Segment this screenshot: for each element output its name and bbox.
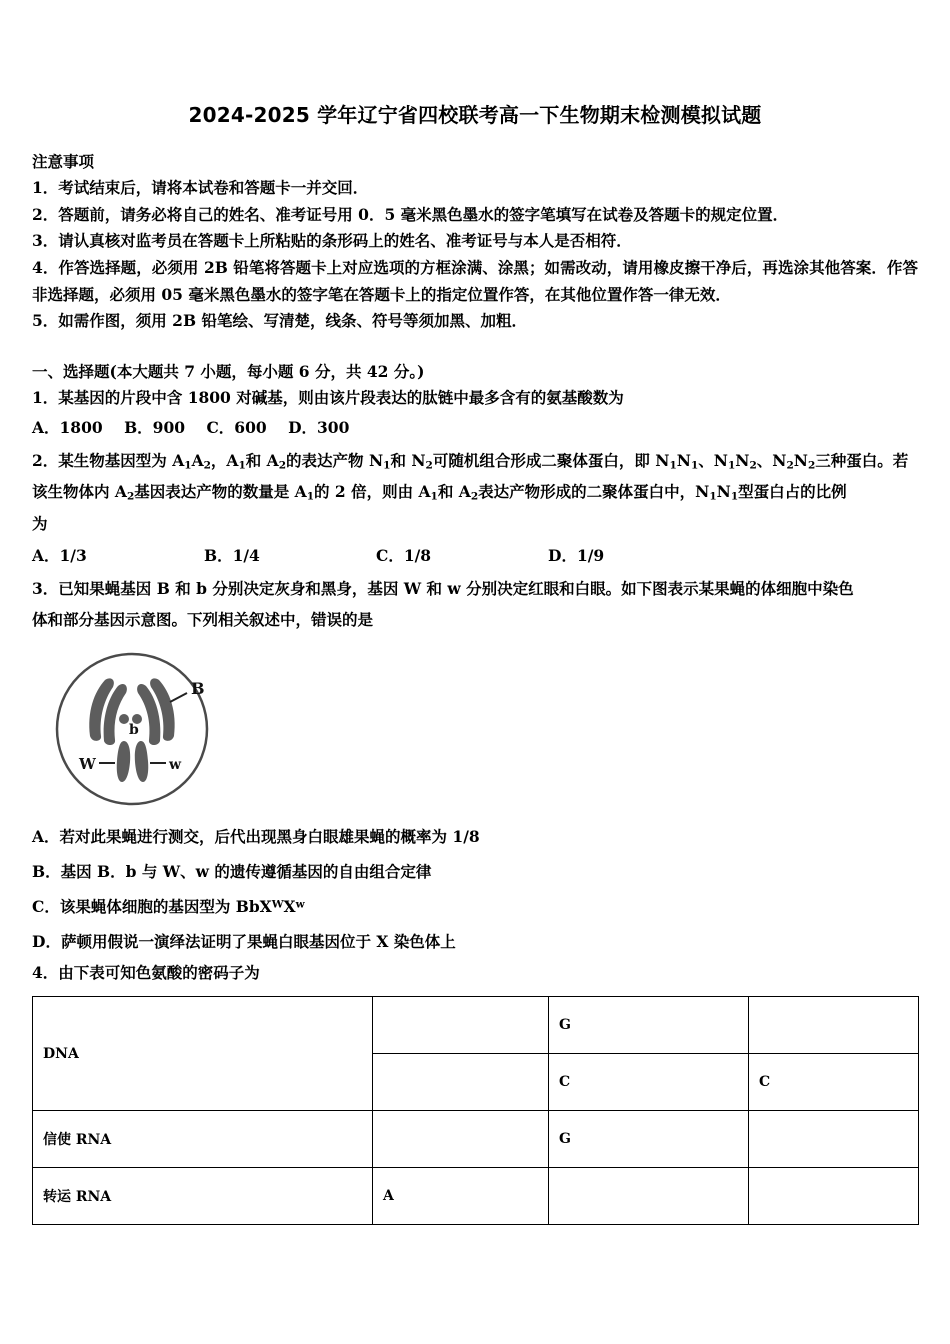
question-1-option-a[interactable]: A．1800 xyxy=(32,417,103,437)
question-4-stem-line xyxy=(32,960,918,987)
question-2-options xyxy=(32,540,918,573)
page-title: 2024-2025 学年辽宁省四校联考高一下生物期末检测模拟试题 xyxy=(188,103,762,127)
table-cell-dna-top-1 xyxy=(373,997,549,1054)
notice-item-5: 5．如需作图，须用 2B 铅笔绘、写清楚，线条、符号等须加黑、加粗． xyxy=(32,311,527,331)
chromosome-label-w-lower: w xyxy=(169,757,182,774)
chromosome-label-B: B xyxy=(191,679,205,699)
question-2-stem-line-3: 为 xyxy=(32,514,48,534)
notice-block xyxy=(32,150,918,335)
table-cell-trna-1: A xyxy=(373,1168,549,1225)
codon-table xyxy=(32,996,919,1225)
table-row-transfer-rna xyxy=(33,1168,919,1225)
fruit-fly-chromosome-figure xyxy=(32,644,918,814)
question-3-option-a[interactable]: A．若对此果蝇进行测交，后代出现黑身白眼雄果蝇的概率为 1/8 xyxy=(32,827,480,847)
table-cell-dna-top-2: G xyxy=(549,997,749,1054)
section-heading-multiple-choice: 一、选择题(本大题共 7 小题，每小题 6 分，共 42 分。) xyxy=(32,361,425,381)
notice-item-4: 4．作答选择题，必须用 2B 铅笔将答题卡上对应选项的方框涂满、涂黑；如需改动，请用橡皮擦干净后，再选涂其他答案．作答非选择题，必须用 05 毫米黑色墨水的签字笔在答题卡上的指定位置作答，在其他位置作答一律无效． xyxy=(32,257,918,304)
question-1-option-c[interactable]: C．600 xyxy=(206,417,267,437)
table-cell-trna-3 xyxy=(749,1168,919,1225)
table-cell-mrna-3 xyxy=(749,1111,919,1168)
question-1 xyxy=(32,385,918,444)
table-cell-dna-bottom-2: C xyxy=(549,1054,749,1111)
table-cell-label-messenger-rna: 信使 RNA xyxy=(33,1111,373,1168)
question-2 xyxy=(32,445,918,573)
question-1-number: 1． xyxy=(32,388,59,408)
question-1-stem: 某基因的片段中含 1800 对碱基，则由该片段表达的肽链中最多含有的氨基酸数为 xyxy=(58,388,624,408)
notice-item-3: 3．请认真核对监考员在答题卡上所粘贴的条形码上的姓名、准考证号与本人是否相符． xyxy=(32,231,632,251)
chromosome-label-b: b xyxy=(129,722,139,739)
table-cell-trna-2 xyxy=(549,1168,749,1225)
question-3-number: 3． xyxy=(32,578,59,598)
table-cell-dna-top-3 xyxy=(749,997,919,1054)
question-3 xyxy=(32,573,918,960)
question-3-option-d[interactable]: D．萨顿用假说一演绎法证明了果蝇白眼基因位于 X 染色体上 xyxy=(32,931,456,951)
question-3-option-c-sup-2: w xyxy=(295,898,305,911)
question-2-stem-line-1: 2．某生物基因型为 $A_1A_2$，$A_1$和 $A_2$的表达产物 $N_1$和 $N_2$可随机组合形成二聚体蛋白，即 $N_1N_1$、$N_1N_2$、$N_2N_2$三种蛋白。若 xyxy=(32,450,909,471)
notice-heading: 注意事项 xyxy=(32,152,95,171)
question-1-option-d[interactable]: D．300 xyxy=(288,417,350,437)
question-3-option-b[interactable]: B．基因 B．b 与 W、w 的遗传遵循基因的自由组合定律 xyxy=(32,862,432,882)
question-3-stem-text-1: 已知果蝇基因 B 和 b 分别决定灰身和黑身，基因 W 和 w 分别决定红眼和白眼。如下图表示某果蝇的体细胞中染色 xyxy=(58,578,854,598)
question-3-option-c-sup-1: W xyxy=(271,898,284,911)
question-2-number: 2． xyxy=(32,450,59,470)
question-2-option-a[interactable]: A．1/3 xyxy=(32,546,87,566)
question-4-number: 4． xyxy=(32,962,59,982)
question-3-option-c[interactable] xyxy=(32,890,918,925)
question-2-option-d[interactable]: D．1/9 xyxy=(548,546,605,566)
chromosome-cell-diagram xyxy=(42,644,242,814)
question-2-stem-line-2: 该生物体内 $A_2$基因表达产物的数量是 $A_1$的 2 倍，则由 $A_1$和 $A_2$表达产物形成的二聚体蛋白中，$N_1N_1$型蛋白占的比例 xyxy=(32,482,847,503)
question-3-stem-line-1 xyxy=(32,573,918,605)
chromosome-label-W: W xyxy=(79,755,96,774)
notice-item-2: 2．答题前，请务必将自己的姓名、准考证号用 0．5 毫米黑色墨水的签字笔填写在试卷及答题卡的规定位置． xyxy=(32,204,789,224)
table-cell-label-dna: DNA xyxy=(33,997,373,1111)
table-cell-mrna-2: G xyxy=(549,1111,749,1168)
table-cell-dna-bottom-3: C xyxy=(749,1054,919,1111)
table-row-dna-top xyxy=(33,997,919,1054)
question-3-option-c-text: C．该果蝇体细胞的基因型为 BbX xyxy=(32,896,272,916)
question-4 xyxy=(32,960,918,987)
notice-item-1: 1．考试结束后，请将本试卷和答题卡一并交回． xyxy=(32,178,369,198)
question-1-option-b[interactable]: B．900 xyxy=(124,417,186,437)
table-row-messenger-rna xyxy=(33,1111,919,1168)
table-cell-label-transfer-rna: 转运 RNA xyxy=(33,1168,373,1225)
question-2-option-c[interactable]: C．1/8 xyxy=(376,546,432,566)
question-2-option-b[interactable]: B．1/4 xyxy=(204,546,260,566)
centromere-dot-left xyxy=(119,714,129,724)
question-3-options xyxy=(32,820,918,960)
table-cell-dna-bottom-1 xyxy=(373,1054,549,1111)
question-3-stem-line-2: 体和部分基因示意图。下列相关叙述中，错误的是 xyxy=(32,610,374,630)
question-4-stem: 由下表可知色氨酸的密码子为 xyxy=(58,962,260,982)
question-1-options xyxy=(32,412,918,445)
question-3-option-c-mid: X xyxy=(283,896,296,916)
table-cell-mrna-1 xyxy=(373,1111,549,1168)
